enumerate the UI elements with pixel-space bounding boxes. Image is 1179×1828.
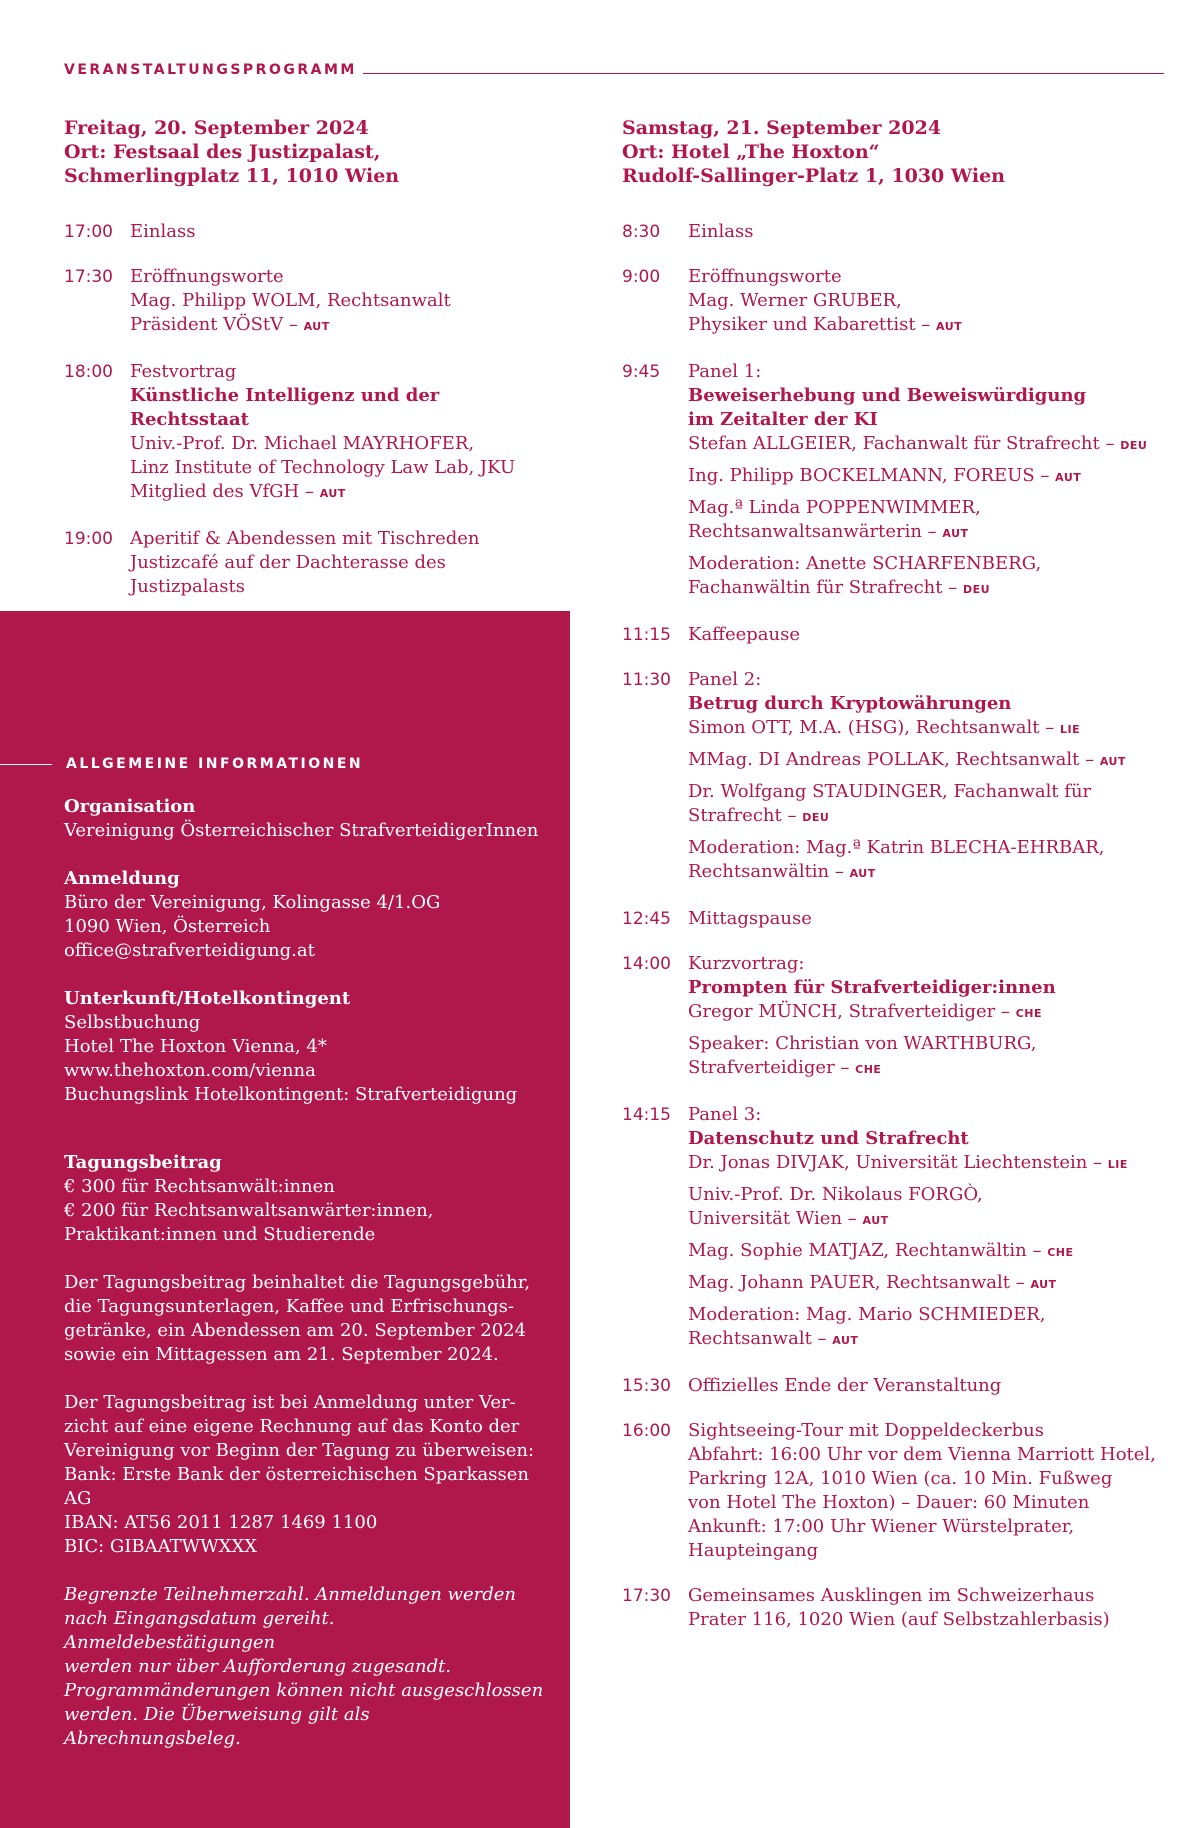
info-section-title: Organisation (64, 796, 196, 817)
speaker-entry (688, 552, 1167, 602)
speaker-entry (688, 464, 1167, 490)
saturday-heading (622, 116, 1167, 188)
info-line: IBAN: AT56 2011 1287 1469 1100 (64, 1512, 378, 1533)
schedule-item (64, 360, 554, 506)
country-code: AUT (849, 867, 876, 880)
saturday-schedule (622, 220, 1167, 1632)
friday-schedule (64, 220, 554, 599)
schedule-line: Dr. Jonas DIVJAK, Universität Liechtenstein – LIE (688, 1152, 1128, 1173)
header-divider (363, 73, 1164, 74)
schedule-line: Physiker und Kabarettist – AUT (688, 314, 963, 335)
country-code: AUT (1055, 471, 1082, 484)
schedule-line: Strafrecht – DEU (688, 805, 830, 826)
schedule-item (622, 623, 1167, 647)
country-code: AUT (1099, 755, 1126, 768)
schedule-details (688, 668, 1167, 886)
schedule-line: Mag.ª Linda POPPENWIMMER, (688, 497, 981, 518)
schedule-line: Speaker: Christian von WARTHBURG, (688, 1033, 1037, 1054)
schedule-time: 8:30 (622, 222, 661, 242)
speaker-entry (688, 1303, 1167, 1353)
info-section (64, 795, 544, 843)
schedule-line: Panel 3: (688, 1104, 762, 1125)
info-line: office@strafverteidigung.at (64, 940, 315, 961)
info-line: Programmänderungen können nicht ausgeschlossen (64, 1680, 544, 1701)
schedule-line: Moderation: Mag. Mario SCHMIEDER, (688, 1304, 1046, 1325)
schedule-details (130, 360, 554, 506)
speaker-entry (688, 1419, 1167, 1563)
saturday-column (622, 116, 1167, 1653)
schedule-line: von Hotel The Hoxton) – Dauer: 60 Minuten (688, 1492, 1090, 1513)
country-code: AUT (319, 487, 346, 500)
schedule-time: 17:00 (64, 222, 113, 242)
schedule-details (688, 1419, 1167, 1563)
schedule-line: Rechtsanwaltsanwärterin – AUT (688, 521, 969, 542)
saturday-date: Samstag, 21. September 2024 (622, 117, 942, 139)
country-code: AUT (303, 320, 330, 333)
friday-date: Freitag, 20. September 2024 (64, 117, 369, 139)
schedule-line: Fachanwältin für Strafrecht – DEU (688, 577, 991, 598)
schedule-item (622, 907, 1167, 931)
session-title: Prompten für Strafverteidiger:innen (688, 977, 1056, 998)
country-code: AUT (942, 527, 969, 540)
friday-address: Schmerlingplatz 11, 1010 Wien (64, 165, 400, 187)
schedule-line: Moderation: Mag.ª Katrin BLECHA-EHRBAR, (688, 837, 1105, 858)
saturday-venue: Ort: Hotel „The Hoxton“ (622, 141, 880, 163)
session-title: im Zeitalter der KI (688, 409, 878, 430)
schedule-time: 17:30 (622, 1586, 671, 1606)
speaker-entry (688, 220, 1167, 244)
schedule-line: Univ.-Prof. Dr. Nikolaus FORGÒ, (688, 1184, 983, 1205)
info-line: € 300 für Rechtsanwält:innen (64, 1176, 335, 1197)
schedule-line: Abfahrt: 16:00 Uhr vor dem Vienna Marriott Hotel, (688, 1444, 1156, 1465)
session-title: Künstliche Intelligenz und der Rechtsstaat (130, 385, 440, 430)
speaker-entry (688, 780, 1167, 830)
info-line: Vereinigung Österreichischer StrafverteidigerInnen (64, 820, 539, 841)
schedule-line: Ing. Philipp BOCKELMANN, FOREUS – AUT (688, 465, 1082, 486)
info-section (64, 1151, 544, 1247)
schedule-line: Univ.-Prof. Dr. Michael MAYRHOFER, (130, 433, 475, 454)
schedule-line: Kaffeepause (688, 624, 801, 645)
schedule-details (688, 1374, 1167, 1398)
country-code: DEU (1120, 439, 1148, 452)
speaker-entry (688, 952, 1167, 1026)
schedule-line: Einlass (130, 221, 196, 242)
general-info-header (0, 756, 363, 772)
info-line: werden. Die Überweisung gilt als Abrechnungsbeleg. (64, 1704, 370, 1749)
info-line: Begrenzte Teilnehmerzahl. Anmeldungen werden (64, 1584, 516, 1605)
schedule-line: Moderation: Anette SCHARFENBERG, (688, 553, 1042, 574)
schedule-item (622, 952, 1167, 1082)
info-line: Buchungslink Hotelkontingent: Strafverteidigung (64, 1084, 518, 1105)
speaker-entry (688, 907, 1167, 931)
schedule-item (622, 1374, 1167, 1398)
speaker-entry (688, 748, 1167, 774)
info-line: 1090 Wien, Österreich (64, 916, 271, 937)
schedule-item (622, 360, 1167, 602)
schedule-details (688, 265, 1167, 339)
country-code: CHE (855, 1063, 882, 1076)
info-line: Hotel The Hoxton Vienna, 4* (64, 1036, 327, 1057)
info-paragraph (64, 1271, 544, 1367)
schedule-line: Aperitif & Abendessen mit Tischreden (130, 528, 480, 549)
program-header (64, 62, 1164, 78)
schedule-line: Präsident VÖStV – AUT (130, 314, 330, 335)
info-line: die Tagungsunterlagen, Kaffee und Erfrischungs- (64, 1296, 514, 1317)
schedule-item (622, 220, 1167, 244)
info-disclaimer (64, 1583, 544, 1751)
info-paragraph (64, 1391, 544, 1559)
speaker-entry (688, 836, 1167, 886)
schedule-item (622, 668, 1167, 886)
schedule-details (688, 1103, 1167, 1353)
schedule-line: Eröffnungsworte (688, 266, 842, 287)
schedule-item (64, 220, 554, 244)
schedule-time: 12:45 (622, 909, 671, 929)
schedule-line: Linz Institute of Technology Law Lab, JKU (130, 457, 516, 478)
schedule-line: Stefan ALLGEIER, Fachanwalt für Strafrecht – DEU (688, 433, 1148, 454)
schedule-line: Rechtsanwalt – AUT (688, 1328, 859, 1349)
schedule-line: Ankunft: 17:00 Uhr Wiener Würstelprater, (688, 1516, 1075, 1537)
schedule-line: Dr. Wolfgang STAUDINGER, Fachanwalt für (688, 781, 1092, 802)
schedule-line: Kurzvortrag: (688, 953, 805, 974)
country-code: CHE (1047, 1246, 1074, 1259)
schedule-time: 15:30 (622, 1376, 671, 1396)
info-section-title: Tagungsbeitrag (64, 1152, 222, 1173)
schedule-time: 14:00 (622, 954, 671, 974)
schedule-time: 17:30 (64, 267, 113, 287)
country-code: AUT (832, 1334, 859, 1347)
schedule-details (130, 220, 554, 244)
program-header-label: VERANSTALTUNGSPROGRAMM (64, 62, 357, 78)
schedule-item (622, 1103, 1167, 1353)
info-line: Büro der Vereinigung, Kolingasse 4/1.OG (64, 892, 441, 913)
schedule-line: Panel 2: (688, 669, 762, 690)
schedule-time: 9:45 (622, 362, 661, 382)
speaker-entry (688, 1183, 1167, 1233)
info-line: www.thehoxton.com/vienna (64, 1060, 316, 1081)
saturday-address: Rudolf-Sallinger-Platz 1, 1030 Wien (622, 165, 1005, 187)
speaker-entry (688, 265, 1167, 339)
schedule-line: Mag. Johann PAUER, Rechtsanwalt – AUT (688, 1272, 1057, 1293)
country-code: LIE (1107, 1158, 1128, 1171)
country-code: AUT (1030, 1278, 1057, 1291)
country-code: CHE (1015, 1007, 1043, 1020)
speaker-entry (688, 360, 1167, 458)
speaker-entry (688, 1584, 1167, 1632)
schedule-line: Parkring 12A, 1010 Wien (ca. 10 Min. Fußweg (688, 1468, 1113, 1489)
schedule-details (688, 1584, 1167, 1632)
schedule-item (622, 1419, 1167, 1563)
schedule-line: Festvortrag (130, 361, 237, 382)
friday-column (64, 116, 554, 620)
speaker-entry (688, 1374, 1167, 1398)
schedule-item (64, 527, 554, 599)
schedule-details (688, 952, 1167, 1082)
schedule-details (688, 360, 1167, 602)
schedule-line: Mag. Werner GRUBER, (688, 290, 902, 311)
info-line: zicht auf eine eigene Rechnung auf das Konto der (64, 1416, 520, 1437)
schedule-line: Strafverteidiger – CHE (688, 1057, 882, 1078)
speaker-entry (688, 1239, 1167, 1265)
schedule-details (688, 907, 1167, 931)
schedule-line: Mag. Sophie MATJAZ, Rechtanwältin – CHE (688, 1240, 1074, 1261)
session-title: Beweiserhebung und Beweiswürdigung (688, 385, 1087, 406)
schedule-line: Panel 1: (688, 361, 762, 382)
schedule-line: Gregor MÜNCH, Strafverteidiger – CHE (688, 1001, 1043, 1022)
country-code: DEU (802, 811, 830, 824)
info-section-title: Unterkunft/Hotelkontingent (64, 988, 351, 1009)
schedule-time: 14:15 (622, 1105, 671, 1125)
schedule-details (130, 527, 554, 599)
schedule-line: Mittagspause (688, 908, 812, 929)
info-line: € 200 für Rechtsanwaltsanwärter:innen, (64, 1200, 434, 1221)
schedule-line: Universität Wien – AUT (688, 1208, 889, 1229)
info-section-title: Anmeldung (64, 868, 180, 889)
schedule-line: Sightseeing-Tour mit Doppeldeckerbus (688, 1420, 1044, 1441)
country-code: AUT (862, 1214, 889, 1227)
general-info-label: ALLGEMEINE INFORMATIONEN (66, 756, 364, 772)
schedule-details (130, 265, 554, 339)
schedule-line: Einlass (688, 221, 754, 242)
schedule-item (64, 265, 554, 339)
friday-heading (64, 116, 554, 188)
info-section (64, 987, 544, 1107)
info-line: nach Eingangsdatum gereiht. Anmeldebestätigungen (64, 1608, 335, 1653)
general-info-content (64, 795, 544, 1751)
info-line: Der Tagungsbeitrag ist bei Anmeldung unter Ver- (64, 1392, 516, 1413)
friday-venue: Ort: Festsaal des Justizpalast, (64, 141, 381, 163)
speaker-entry (688, 668, 1167, 742)
schedule-line: Simon OTT, M.A. (HSG), Rechtsanwalt – LIE (688, 717, 1081, 738)
info-line: Bank: Erste Bank der österreichischen Sparkassen AG (64, 1464, 529, 1509)
country-code: DEU (962, 583, 991, 596)
schedule-line: Rechtsanwältin – AUT (688, 861, 876, 882)
speaker-entry (688, 1103, 1167, 1177)
schedule-line: Mitglied des VfGH – AUT (130, 481, 346, 502)
schedule-item (622, 1584, 1167, 1632)
session-title: Datenschutz und Strafrecht (688, 1128, 969, 1149)
schedule-line: Offizielles Ende der Veranstaltung (688, 1375, 1002, 1396)
speaker-entry (688, 1271, 1167, 1297)
schedule-time: 16:00 (622, 1421, 671, 1441)
info-line: BIC: GIBAATWWXXX (64, 1536, 258, 1557)
info-line: Der Tagungsbeitrag beinhaltet die Tagungsgebühr, (64, 1272, 531, 1293)
schedule-line: Gemeinsames Ausklingen im Schweizerhaus (688, 1585, 1095, 1606)
info-section (64, 867, 544, 963)
info-divider (0, 764, 52, 765)
info-line: Vereinigung vor Beginn der Tagung zu überweisen: (64, 1440, 535, 1461)
schedule-time: 9:00 (622, 267, 661, 287)
schedule-time: 11:30 (622, 670, 671, 690)
speaker-entry (688, 1032, 1167, 1082)
schedule-time: 11:15 (622, 625, 671, 645)
schedule-time: 19:00 (64, 529, 113, 549)
schedule-line: Eröffnungsworte (130, 266, 284, 287)
speaker-entry (688, 496, 1167, 546)
info-line: Selbstbuchung (64, 1012, 201, 1033)
info-line: sowie ein Mittagessen am 21. September 2024. (64, 1344, 499, 1365)
schedule-line: Mag. Philipp WOLM, Rechtsanwalt (130, 290, 451, 311)
info-line: Praktikant:innen und Studierende (64, 1224, 376, 1245)
info-line: getränke, ein Abendessen am 20. September 2024 (64, 1320, 527, 1341)
schedule-line: MMag. DI Andreas POLLAK, Rechtsanwalt – AUT (688, 749, 1126, 770)
session-title: Betrug durch Kryptowährungen (688, 693, 1012, 714)
schedule-line: Haupteingang (688, 1540, 819, 1561)
country-code: LIE (1059, 723, 1081, 736)
schedule-item (622, 265, 1167, 339)
schedule-details (688, 623, 1167, 647)
schedule-details (688, 220, 1167, 244)
speaker-entry (688, 623, 1167, 647)
schedule-line: Justizcafé auf der Dachterasse des Justizpalasts (130, 552, 446, 597)
schedule-time: 18:00 (64, 362, 113, 382)
schedule-line: Prater 116, 1020 Wien (auf Selbstzahlerbasis) (688, 1609, 1110, 1630)
country-code: AUT (936, 320, 963, 333)
info-line: werden nur über Aufforderung zugesandt. (64, 1656, 452, 1677)
